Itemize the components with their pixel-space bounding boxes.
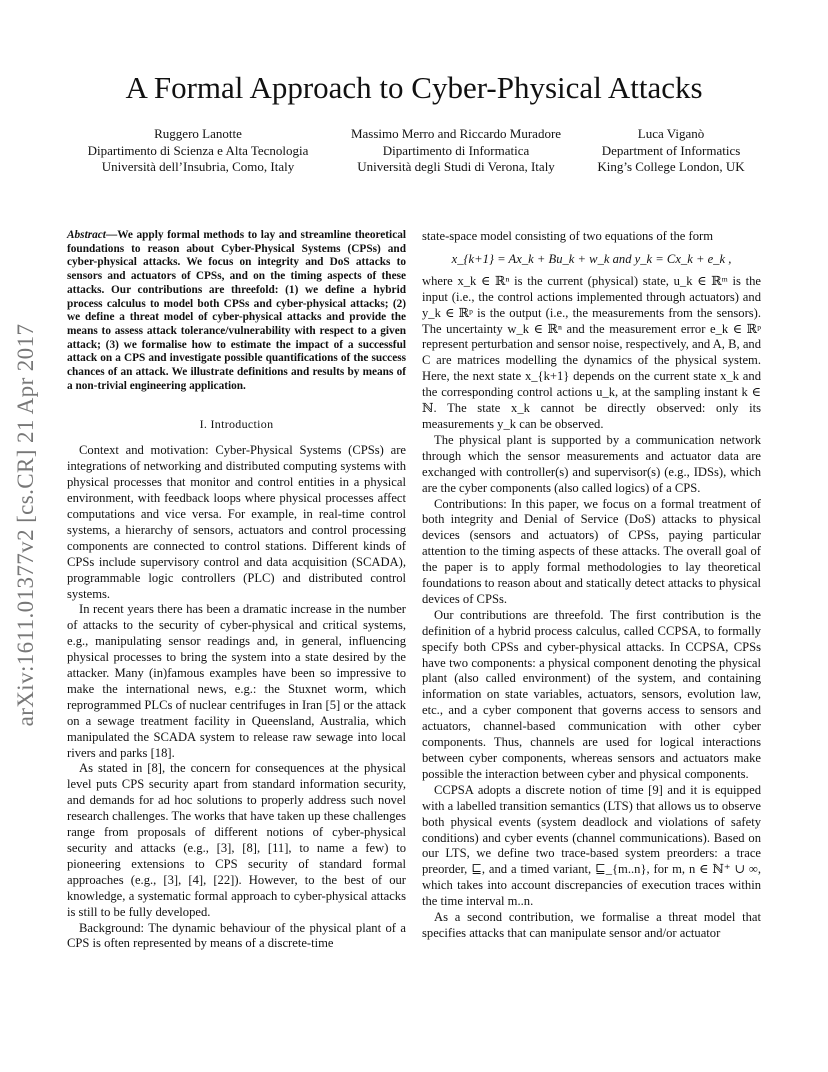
author-block-2 — [334, 126, 578, 176]
paragraph: As stated in [8], the concern for consequences at the physical level puts CPS security apart from standard information security, and demands for ad hoc solutions to properly address such novel research challenges. The works that have taken up these challenges range from proposals of different notions of cyber-physical security and attacks (e.g., [3], [8], [11], to name a few) to pioneering extensions to CPS security of standard formal approaches (e.g., [3], [4], [22]). However, to the best of our knowledge, a systematic formal approach to cyber-physical attacks is still to be fully developed. — [67, 761, 406, 919]
paragraph: As a second contribution, we formalise a threat model that specifies attacks that can manipulate sensor and/or actuator — [422, 910, 761, 940]
author-dept: Dipartimento di Scienza e Alta Tecnologia — [87, 142, 309, 158]
arxiv-identifier — [6, 285, 46, 765]
author-block-1 — [78, 126, 318, 176]
author-name: Massimo Merro and Riccardo Muradore — [350, 126, 562, 141]
author-dept: Department of Informatics — [601, 142, 741, 158]
arxiv-identifier-text: arXiv:1611.01377v2 [cs.CR] 21 Apr 2017 — [13, 323, 38, 727]
author-inst: King’s College London, UK — [597, 159, 745, 174]
paragraph: where x_k ∈ ℝⁿ is the current (physical) state, u_k ∈ ℝᵐ is the input (i.e., the control actions implemented through actuators) and y_k ∈ ℝᵖ is the output (i.e., the measurements from the sensors). The uncertainty w_k ∈ ℝⁿ and the measurement error e_k ∈ ℝᵖ represent perturbation and sensor noise, respectively, and A, B, and C are matrices modelling the dynamics of the physical system. Here, the next state x_{k+1} depends on the current state x_k and the corresponding control actions u_k, at the sampling instant k ∈ ℕ. The state x_k cannot be directly observed: only its measurements y_k can be observed. — [422, 273, 761, 431]
paragraph: Contributions: In this paper, we focus on a formal treatment of both integrity and Denial of Service (DoS) attacks to physical devices (sensors and actuators) of CPSs, paying particular attention to the timing aspects of these attacks. The overall goal of the paper is to apply formal methodologies to lay theoretical foundations to reason about and statically detect attacks to physical devices of CPSs. — [422, 496, 761, 606]
paragraph: state-space model consisting of two equations of the form — [422, 229, 713, 243]
paragraph: CCPSA adopts a discrete notion of time [9] and it is equipped with a labelled transition semantics (LTS) that allows us to observe both physical events (system deadlock and violations of safety conditions) and cyber events (channel communications). Based on our LTS, we define two trace-based system preorders: a trace preorder, ⊑, and a timed variant, ⊑_{m..n}, for m, n ∈ ℕ⁺ ∪ ∞, which takes into account discrepancies of execution traces within the time interval m..n. — [422, 782, 761, 909]
author-inst: Università degli Studi di Verona, Italy — [357, 159, 555, 174]
state-space-equation: x_{k+1} = Ax_k + Bu_k + w_k and y_k = Cx_k + e_k , — [451, 251, 732, 266]
paragraph: Background: The dynamic behaviour of the physical plant of a CPS is often represented by means of a discrete-time — [67, 920, 406, 951]
paragraph: Our contributions are threefold. The first contribution is the definition of a hybrid process calculus, called CCPSA, to formally specify both CPSs and cyber-physical attacks. In CCPSA, CPSs have two components: a physical component denoting the physical plant (also called environment) of the system, and containing information on state variables, actuators, sensors, evolution law, etc., and a cyber component that governs access to sensors and actuators, channel-based communication with other cyber components. Thus, channels are used for logical interactions between cyber components, whereas sensors and actuators make possible the interaction between cyber and physical components. — [422, 607, 761, 781]
author-name: Luca Viganò — [637, 126, 705, 141]
paragraph: The physical plant is supported by a communication network through which the sensor measurements and actuator data are exchanged with controller(s) and supervisor(s) (e.g., IDSs), which are the cyber components (also called logics) of a CPS. — [422, 432, 761, 495]
section-heading: I. Introduction — [199, 417, 274, 432]
author-inst: Università dell’Insubria, Como, Italy — [101, 159, 295, 174]
left-column — [67, 229, 406, 952]
abstract — [67, 229, 406, 393]
abstract-label: Abstract — [67, 229, 106, 241]
paragraph: Context and motivation: Cyber-Physical Systems (CPSs) are integrations of networking and distributed computing systems with physical processes that monitor and control entities in a physical environment, with feedback loops where physical processes affect computations and vice versa. For example, in real-time control systems, a hierarchy of sensors, actuators and control processing components are connected to control stations. Different kinds of CPSs include supervisory control and data acquisition (SCADA), programmable logic controllers (PLC) and distributed control systems. — [67, 443, 406, 601]
abstract-text: —We apply formal methods to lay and streamline theoretical foundations to reason about Cyber-Physical Systems (CPSs) and cyber-physical attacks. We focus on integrity and DoS attacks to sensors and actuators of CPSs, and on the timing aspects of these attacks. Our contributions are threefold: (1) we define a hybrid process calculus to model both CPSs and cyber-physical attacks; (2) we define a threat model of cyber-physical attacks and provide the means to assess attack tolerance/vulnerability with respect to a given attack; (3) we formalise how to estimate the impact of a successful attack on a CPS and investigate possible quantifications of the success chances of an attack. We illustrate definitions and results by means of a non-trivial engineering application. — [67, 229, 406, 392]
paper-title: A Formal Approach to Cyber-Physical Attacks — [125, 70, 703, 105]
author-dept: Dipartimento di Informatica — [382, 142, 530, 158]
author-block-3 — [580, 126, 762, 176]
author-name: Ruggero Lanotte — [154, 126, 242, 141]
paragraph: In recent years there has been a dramatic increase in the number of attacks to the security of cyber-physical and critical systems, e.g., manipulating sensor readings and, in general, influencing physical processes to bring the system into a state desired by the attacker. Many (in)famous examples have been so impressive to make the international news, e.g.: the Stuxnet worm, which reprogrammed PLCs of nuclear centrifuges in Iran [5] or the attack on a sewage treatment facility in Queensland, Australia, which manipulated the SCADA system to release raw sewage into local rivers and parks [18]. — [67, 602, 406, 760]
right-column — [422, 229, 761, 942]
